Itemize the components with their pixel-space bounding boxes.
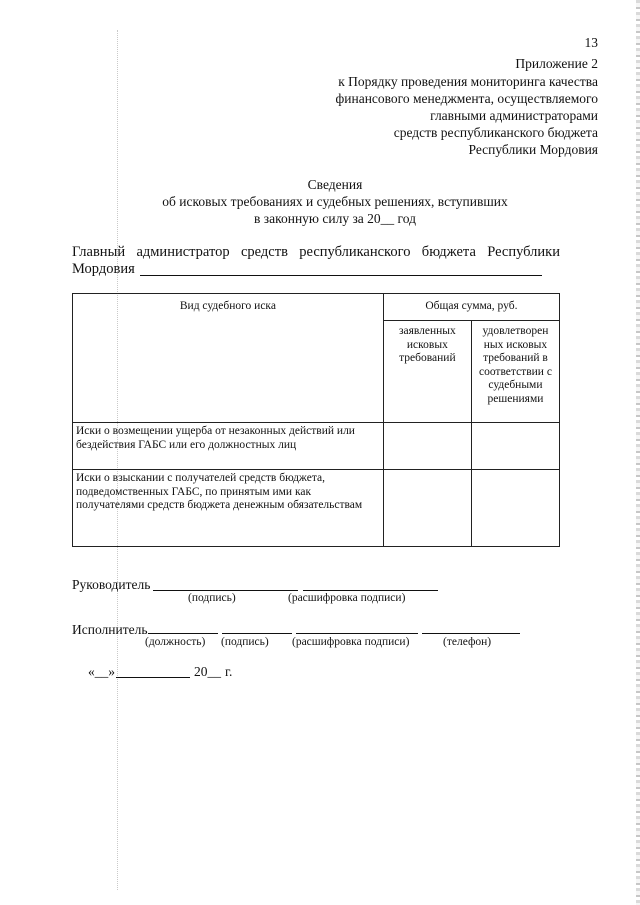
lawsuits-table [72,293,560,547]
subheader-declared: заявленных исковых требований [383,321,471,423]
cell-satisfied[interactable] [471,470,559,547]
exec-position-caption: (должность) [145,636,206,648]
exec-decode-line[interactable] [296,633,418,634]
cell-declared[interactable] [383,470,471,547]
head-signature-caption: (подпись) [188,592,236,604]
cell-satisfied[interactable] [471,423,559,470]
exec-signature-caption: (подпись) [221,636,269,648]
row-label: Иски о возмещении ущерба от незаконных действий или бездействия ГАБС или его должностных лиц [73,423,384,470]
date-suffix: г. [225,664,233,679]
appendix-line: средств республиканского бюджета [393,125,598,140]
appendix-line: Приложение 2 [515,56,598,71]
scan-edge [636,0,640,905]
appendix-line: финансового менеджмента, осуществляемого [335,91,598,106]
appendix-line: к Порядку проведения мониторинга качества [338,74,598,89]
table-row [73,423,560,470]
appendix-line: Республики Мордовия [468,142,598,157]
exec-phone-line[interactable] [422,633,520,634]
executor-label: Исполнитель [72,622,148,637]
date-day: «__» [88,664,115,679]
head-label: Руководитель [72,577,151,592]
title-line: Сведения [307,177,363,192]
head-decode-caption: (расшифровка подписи) [288,592,406,604]
appendix-line: главными администраторами [430,108,598,123]
exec-signature-line[interactable] [222,633,292,634]
administrator-label-cont: Мордовия [72,261,135,277]
date-year: 20__ [194,664,221,679]
row-label: Иски о взыскании с получателей средств бюджета, подведомственных ГАБС, по принятым ими как получателями средств бюджета денежным обязательствам [73,470,384,547]
date-month-line[interactable] [116,677,190,678]
title-line: об исковых требованиях и судебных решениях, вступивших [162,194,508,209]
table-row [73,470,560,547]
administrator-input-line[interactable] [140,275,542,276]
header-total-sum: Общая сумма, руб. [383,294,559,321]
exec-phone-caption: (телефон) [443,636,492,648]
exec-decode-caption: (расшифровка подписи) [292,636,410,648]
subheader-satisfied: удовлетворен ных исковых требований в соответствии с судебными решениями [471,321,559,423]
administrator-label: Главный администратор средств республиканского бюджета Республики [72,244,560,260]
cell-declared[interactable] [383,423,471,470]
page-number: 13 [584,35,598,50]
header-lawsuit-type: Вид судебного иска [73,294,384,423]
exec-position-line[interactable] [148,633,218,634]
title-line: в законную силу за 20__ год [254,211,416,226]
